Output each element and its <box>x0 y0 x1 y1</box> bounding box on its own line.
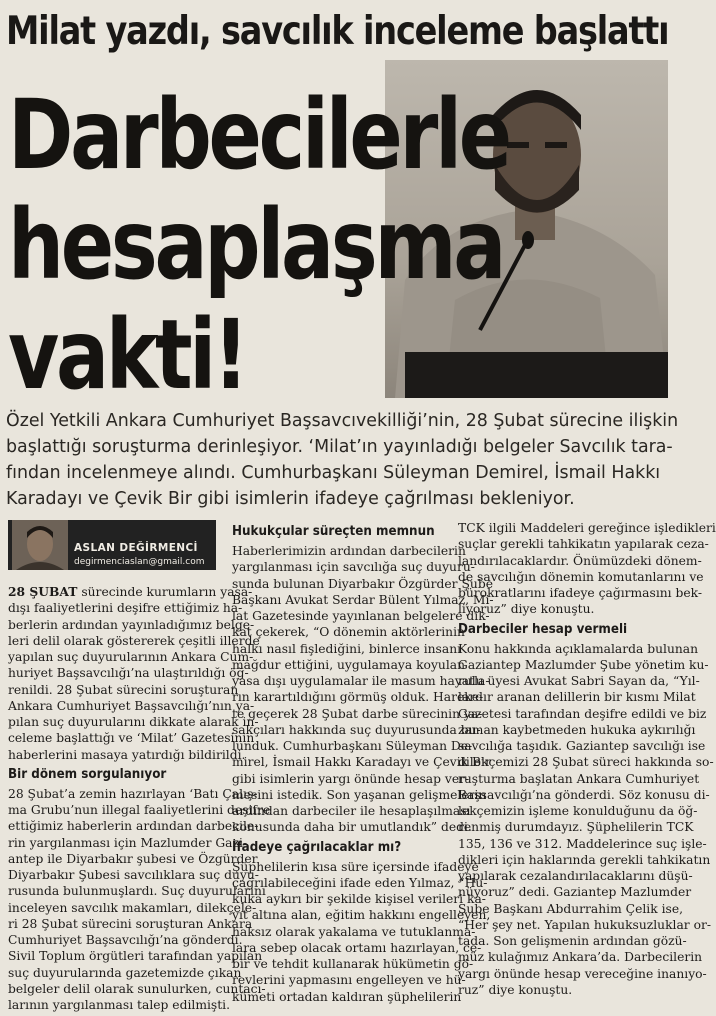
text-line: lat Gazetesinde yayınlanan belgelere dik- <box>232 609 490 623</box>
text-line: lekçemizin işleme konulduğunu da öğ- <box>458 804 698 818</box>
text-line: yıt altına alan, eğitim hakkını engelleyen, <box>232 908 491 923</box>
lead-bold: 28 ŞUBAT <box>8 584 78 599</box>
text-line: Diyarbakır Şubesi savcılıklara suç duyu- <box>8 868 259 882</box>
paragraph <box>8 786 271 1014</box>
text-line: rusunda bulunmuşlardı. Suç duyurularını <box>8 884 266 899</box>
text-line: bir ve tehdit kullanarak hükümetin gö- <box>232 957 474 971</box>
text-line: belgeler delil olarak sunulurken, cuntacı- <box>8 981 266 996</box>
spot-summary <box>6 408 679 512</box>
text-line: Başkanı Avukat Serdar Bülent Yılmaz, Mi- <box>232 592 494 607</box>
text-line: bürokratlarını ifadeye çağırmasını bek- <box>458 586 703 600</box>
text-line: tada. Son gelişmenin ardından gözü- <box>458 934 687 948</box>
author-email: degirmenciaslan@gmail.com <box>74 557 205 567</box>
text-line: landırılacaklardır. Önümüzdeki dönem- <box>458 553 702 568</box>
text-line: 28 Şubat’a zemin hazırlayan ‘Batı Çalış- <box>8 786 258 801</box>
text-line: yargılanması için savcılığa suç duyuru- <box>232 560 475 575</box>
text-line: lardır aranan delillerin bir kısmı Milat <box>458 690 696 705</box>
text-line: Şüphelilerin kısa süre içersinde ifadeye <box>232 859 479 874</box>
spot-line: başlattığı soruşturma derinleşiyor. ‘Milat’ın yayınladığı belgeler Savcılık tara- <box>6 437 673 457</box>
text-line: yasa dışı uygulamalar ile masum hayatla- <box>232 674 490 688</box>
text-line: Gaziantep Mazlumder Şube yönetim ku- <box>458 657 709 672</box>
text-line: sunda bulunan Diyarbakır Özgürder Şube <box>232 576 493 591</box>
text-line: çağrılabileceğini ifade eden Yılmaz, “Hu- <box>232 875 488 890</box>
article-column-3 <box>458 520 716 998</box>
author-byline <box>8 520 216 570</box>
paragraph <box>8 584 260 763</box>
text-line: de savcılığın dönemin komutanlarını ve <box>458 569 704 584</box>
text-line: pılan suç duyurularını dikkate alarak in- <box>8 715 259 729</box>
spot-line: fından incelenmeye alındı. Cumhurbaşkanı Süleyman Demirel, İsmail Hakkı <box>6 463 661 483</box>
text-line: mirel, İsmail Hakkı Karadayı ve Çevik Bir <box>232 755 491 770</box>
text-line: renmiş durumdayız. Şüphelilerin TCK <box>458 820 694 835</box>
text-line: liyoruz” diye konuştu. <box>458 602 595 617</box>
subheading: Darbeciler hesap vermeli <box>458 621 628 637</box>
text-line: rulu üyesi Avukat Sabri Sayan da, “Yıl- <box>458 674 700 688</box>
text-line: inceleyen savcılık makamları, dilekçele- <box>8 900 257 915</box>
text-line: lara sebep olacak ortamı hazırlayan, ce- <box>232 940 482 955</box>
text-line: dilekçemizi 28 Şubat süreci hakkında so- <box>458 755 714 770</box>
text-line: konusunda daha bir umutlandık” dedi. <box>232 820 472 835</box>
text-line: sakçıları hakkında suç duyurusunda bu- <box>232 722 481 737</box>
text-line: mesini istedik. Son yaşanan gelişmelerin <box>232 787 487 802</box>
text-line: ruşturma başlatan Ankara Cumhuriyet <box>458 771 700 786</box>
text-line: rın karartıldığını görmüş olduk. Hareke- <box>232 690 484 705</box>
text-line: Konu hakkında açıklamalarda bulunan <box>458 641 699 656</box>
text-line: “Her şey net. Yapılan hukuksuzluklar or- <box>458 917 712 932</box>
paragraph <box>458 520 716 618</box>
text-line: müz kulağımız Ankara’da. Darbecilerin <box>458 950 703 965</box>
text-line: Ankara Cumhuriyet Başsavcılığı’nın ya- <box>8 698 255 713</box>
author-avatar <box>12 520 68 570</box>
paragraph <box>232 859 491 1005</box>
text-line: te geçerek 28 Şubat darbe sürecinin ya- <box>232 706 483 721</box>
text-line: Şube Başkanı Abdurrahim Çelik ise, <box>458 901 684 916</box>
text-line: ruz” diye konuştu. <box>458 982 573 997</box>
headline-line: Darbecilerle <box>8 79 509 191</box>
lead-text: sürecinde kurumların yasa- <box>77 585 253 599</box>
text-line: dikleri için haklarında gerekli tahkikatın <box>458 852 711 867</box>
text-line: antep ile Diyarbakır şubesi ve Özgürder <box>8 851 258 866</box>
text-line: Cumhuriyet Başsavcılığı’na gönderdi. <box>8 933 243 947</box>
text-line: gibi isimlerin yargı önünde hesap ver- <box>232 771 470 786</box>
text-line: ardından darbeciler ile hesaplaşılması <box>232 804 471 818</box>
subheading: Bir dönem sorgulanıyor <box>8 766 167 782</box>
paragraph <box>232 543 494 836</box>
text-line: suçlar gerekli tahkikatın yapılarak ceza- <box>458 537 709 552</box>
author-name: ASLAN DEĞİRMENCİ <box>74 542 198 554</box>
text-line: suç duyurularında gazetemizde çıkan <box>8 965 242 980</box>
text-line: renildi. 28 Şubat sürecini soruşturan <box>8 682 239 697</box>
main-headline <box>8 80 509 410</box>
text-line <box>8 584 253 600</box>
text-line: huriyet Başsavcılığı’na ulaştırıldığı öğ- <box>8 666 249 681</box>
text-line: haksız olarak yakalama ve tutuklanma- <box>232 924 476 939</box>
text-line: berlerin ardından yayınladığımız belge- <box>8 617 255 632</box>
spot-line: Karadayı ve Çevik Bir gibi isimlerin ifadeye çağrılması bekleniyor. <box>6 489 575 509</box>
text-line: dışı faaliyetlerini deşifre ettiğimiz ha- <box>8 601 243 616</box>
headline-line: hesaplaşma <box>8 189 504 301</box>
text-line: kuka aykırı bir şekilde kişisel verileri ka- <box>232 892 486 906</box>
paragraph <box>458 641 714 999</box>
text-line: yapılarak cezalandırılacaklarını düşü- <box>458 869 693 883</box>
text-line: zaman kaybetmeden hukuka aykırılığı <box>458 722 696 737</box>
text-line: lunduk. Cumhurbaşkanı Süleyman De- <box>232 739 473 753</box>
text-line: ma Grubu’nun illegal faaliyetlerini deşifre <box>8 803 271 817</box>
text-line: larının yargılanması talep edilmişti. <box>8 998 231 1012</box>
text-line: revlerini yapmasını engelleyen ve hü- <box>232 973 466 988</box>
kicker-headline: Milat yazdı, savcılık inceleme başlattı <box>6 9 669 54</box>
subheading: Hukukçular süreçten memnun <box>232 524 435 539</box>
text-line: kümeti ortadan kaldıran şüphelilerin <box>232 989 462 1004</box>
text-line: celeme başlattığı ve ‘Milat’ Gazetesinin <box>8 731 255 746</box>
text-line: halkı nasıl fişlediğini, binlerce insanı <box>232 641 462 656</box>
text-line: 135, 136 ve 312. Maddelerince suç işle- <box>458 836 707 851</box>
text-line: savcılığa taşıdık. Gaziantep savcılığı ise <box>458 739 706 753</box>
text-line: Sivil Toplum örgütleri tarafından yapılan <box>8 949 263 964</box>
text-line: kat çekerek, “O dönemin aktörlerinin <box>232 625 465 640</box>
text-line: nüyoruz” dedi. Gaziantep Mazlumder <box>458 885 692 900</box>
article-column-1 <box>8 520 271 1013</box>
headline-line: vakti! <box>8 299 246 411</box>
text-line: rin yargılanması için Mazlumder Gazi- <box>8 835 248 850</box>
text-line: mağdur ettiğini, uygulamaya koyulan <box>232 657 466 672</box>
article-column-2 <box>232 520 494 1005</box>
text-line: TCK ilgili Maddeleri gereğince işledikleri <box>458 521 716 535</box>
spot-line: Özel Yetkili Ankara Cumhuriyet Başsavcıvekilliği’nin, 28 Şubat sürecine ilişkin <box>6 411 679 431</box>
text-line: haberlerini masaya yatırdığı bildirildi. <box>8 747 246 762</box>
text-line: ettiğimiz haberlerin ardından darbecile- <box>8 819 259 834</box>
text-line: leri delil olarak göstererek çeşitli illerde <box>8 633 260 648</box>
text-line: Gazetesi tarafından deşifre edildi ve biz <box>458 706 707 721</box>
text-line: Başsavcılığı’na gönderdi. Söz konusu di- <box>458 787 710 802</box>
subheading: İfadeye çağrılacaklar mı? <box>232 839 402 855</box>
text-line: yargı önünde hesap vereceğine inanıyo- <box>458 966 707 981</box>
text-line: ri 28 Şubat sürecini soruşturan Ankara <box>8 916 253 931</box>
text-line: yapılan suç duyurularının Ankara Cum- <box>8 650 254 664</box>
text-line: Haberlerimizin ardından darbecilerin <box>232 544 466 558</box>
